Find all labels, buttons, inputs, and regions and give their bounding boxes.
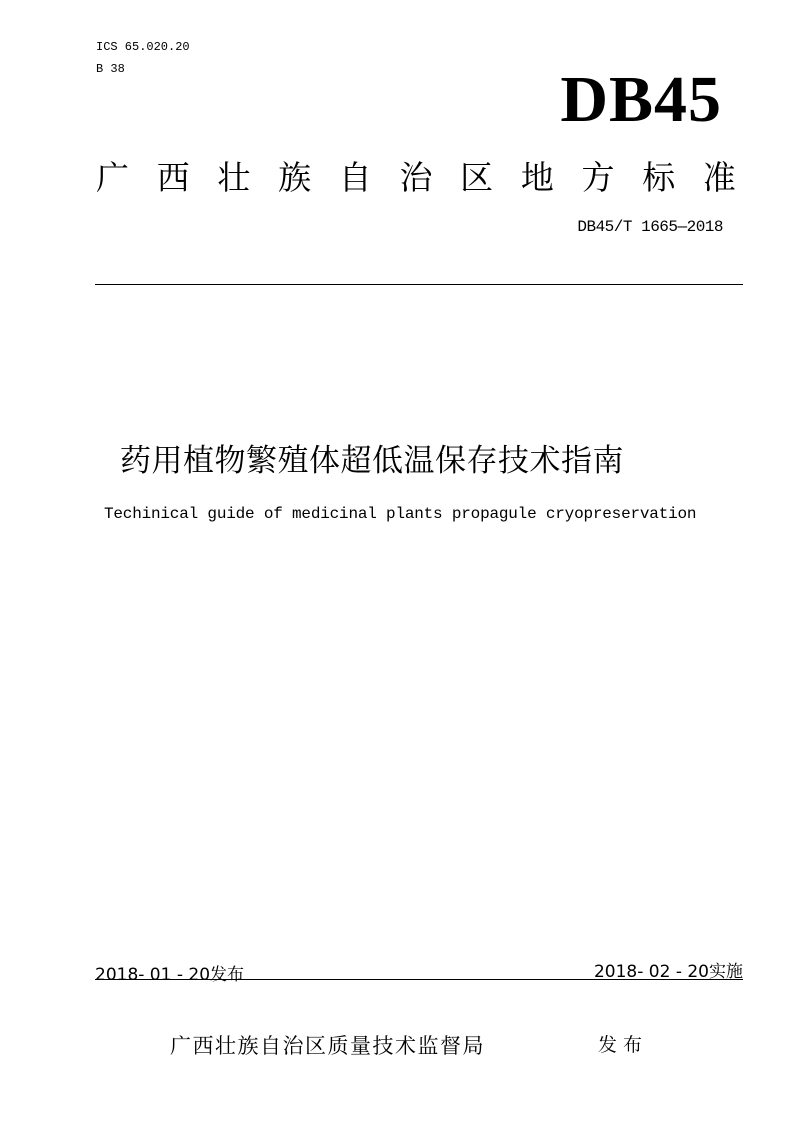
authority-char: 区 bbox=[460, 158, 494, 197]
authority-char: 广 bbox=[96, 158, 129, 197]
issue-label: 发布 bbox=[598, 1034, 649, 1056]
authority-title bbox=[96, 152, 736, 199]
document-title-english: Techinical guide of medicinal plants propagule cryopreservation bbox=[104, 505, 697, 523]
top-divider bbox=[95, 284, 743, 285]
issue-date: 2018- 01 - 20发布 bbox=[95, 965, 245, 985]
issuing-authority: 广西壮族自治区质量技术监督局 bbox=[170, 1034, 485, 1058]
authority-char: 地 bbox=[520, 158, 554, 197]
standard-logo: DB45 bbox=[560, 63, 722, 136]
ccs-code: B 38 bbox=[96, 62, 125, 76]
authority-char: 自 bbox=[338, 158, 372, 197]
authority-char: 标 bbox=[642, 158, 676, 197]
authority-char: 西 bbox=[156, 158, 190, 197]
authority-char: 准 bbox=[702, 158, 736, 197]
implementation-date: 2018- 02 - 20实施 bbox=[593, 962, 743, 982]
authority-char: 族 bbox=[278, 158, 312, 197]
standard-number: DB45/T 1665—2018 bbox=[577, 218, 723, 236]
document-title-chinese: 药用植物繁殖体超低温保存技术指南 bbox=[120, 443, 624, 479]
authority-char: 治 bbox=[399, 158, 433, 197]
authority-char: 方 bbox=[581, 158, 615, 197]
authority-char: 壮 bbox=[217, 158, 251, 197]
ics-code: ICS 65.020.20 bbox=[96, 40, 190, 54]
bottom-divider bbox=[95, 979, 743, 980]
